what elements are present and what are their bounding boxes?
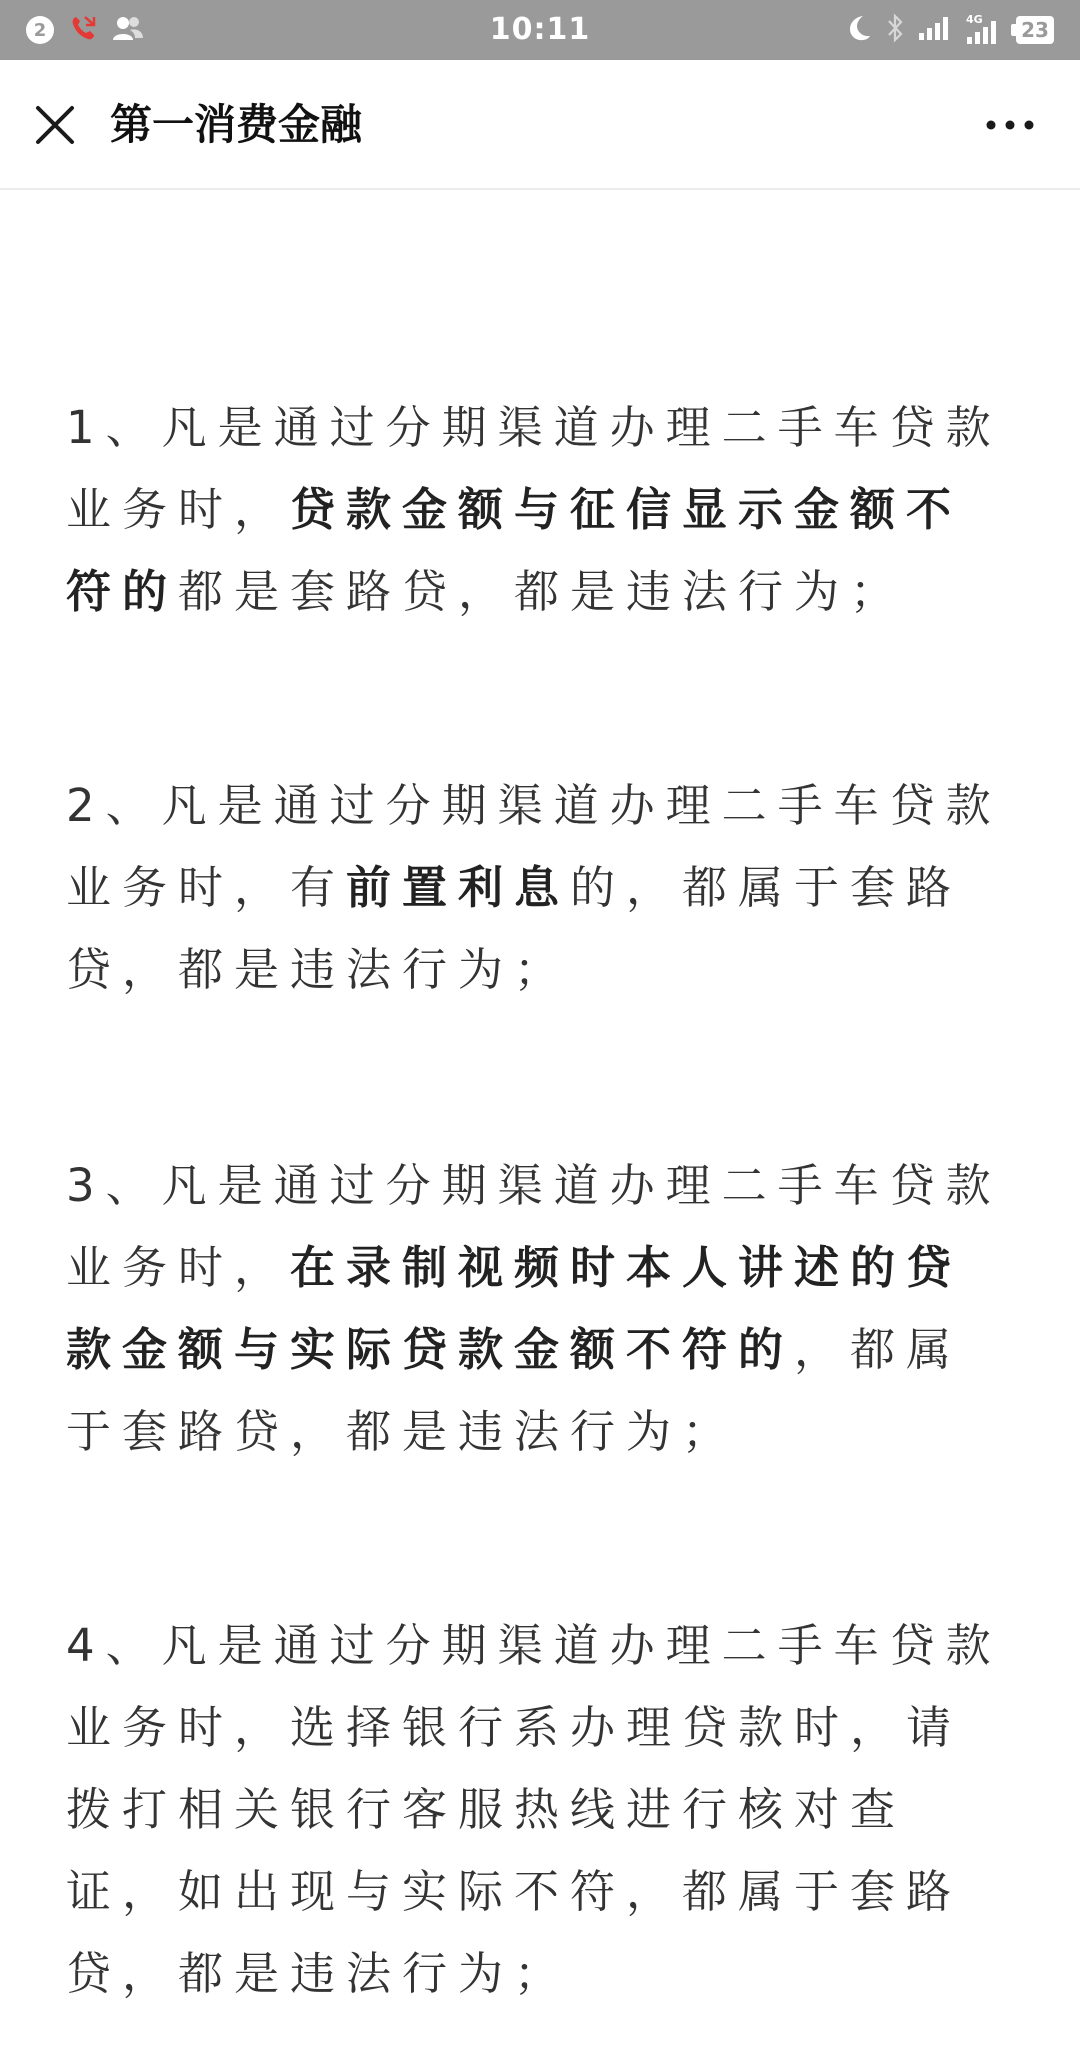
paragraph-text: 2、凡是通过分期渠道办理二手车贷款业务时，有 <box>66 779 1002 914</box>
signal-icon <box>918 15 952 45</box>
more-icon <box>985 119 1035 131</box>
article-paragraph-3 <box>66 1145 1014 1473</box>
paragraph-emphasis: 贷款金额与征信显示金额不符的 <box>66 483 963 618</box>
page-title: 第一消费金融 <box>110 100 363 149</box>
status-time: 10:11 <box>489 12 591 47</box>
network-type-label: 4G <box>966 13 983 26</box>
battery-level: 23 <box>1021 18 1049 42</box>
nav-bar <box>0 60 1080 190</box>
paragraph-emphasis: 在录制视频时本人讲述的贷款金额与实际贷款金额不符的 <box>66 1241 963 1376</box>
paragraph-text: 4、凡是通过分期渠道办理二手车贷款业务时，选择银行系办理贷款时，请拨打相关银行客服热线进行核对查证，如出现与实际不符，都属于套路贷，都是违法行为； <box>66 1619 1002 2000</box>
article-paragraph-1 <box>66 387 1014 633</box>
bluetooth-icon <box>886 13 904 47</box>
article-paragraph-2 <box>66 765 1014 1011</box>
signal-4g-icon <box>966 15 1002 45</box>
close-icon <box>33 103 77 147</box>
moon-icon <box>846 14 872 46</box>
paragraph-text: ，都属于套路贷，都是违法行为； <box>66 1323 963 1458</box>
paragraph-text: 都是套路贷，都是违法行为； <box>178 565 907 618</box>
battery-cap <box>1011 24 1016 36</box>
paragraph-text: 3、凡是通过分期渠道办理二手车贷款业务时， <box>66 1159 1002 1294</box>
paragraph-text: 的，都属于套路贷，都是违法行为； <box>66 861 963 996</box>
close-button[interactable] <box>30 100 80 150</box>
status-bar-right <box>846 0 1054 60</box>
more-button[interactable] <box>980 100 1040 150</box>
status-bar <box>0 0 1080 60</box>
battery-icon <box>1016 16 1054 44</box>
notification-count-badge: 2 <box>26 16 54 44</box>
paragraph-text: 1、凡是通过分期渠道办理二手车贷款业务时， <box>66 401 1002 536</box>
article-paragraph-4 <box>66 1605 1014 2015</box>
paragraph-emphasis: 前置利息 <box>346 861 571 914</box>
